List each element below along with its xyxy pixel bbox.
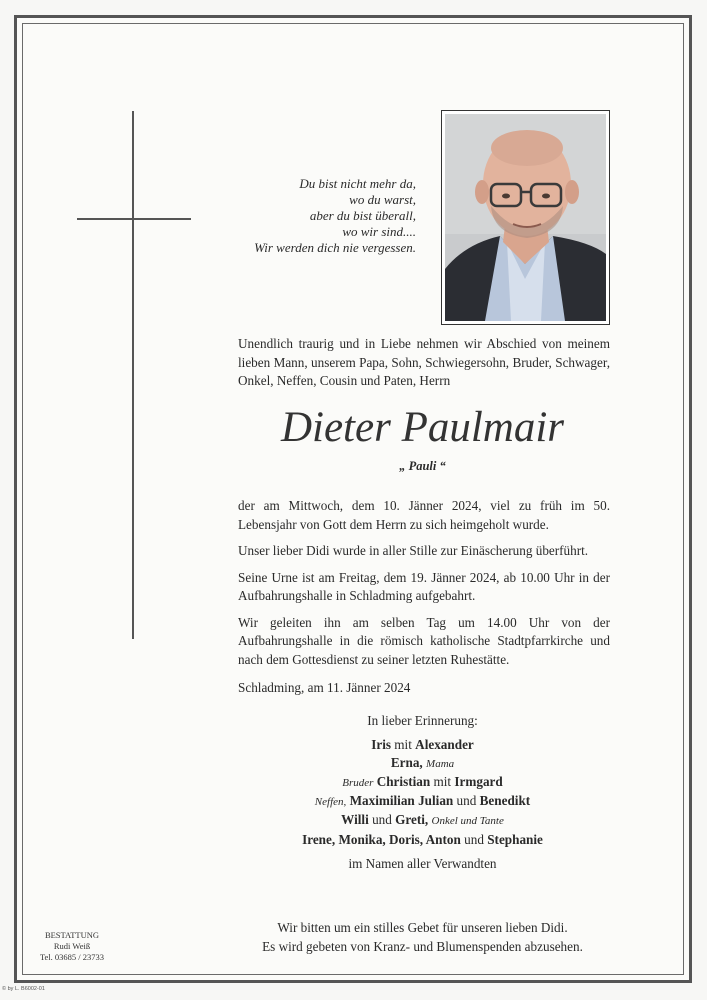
undertaker-info xyxy=(30,930,114,963)
portrait-image xyxy=(445,114,606,321)
mourners-list xyxy=(200,712,645,872)
print-code: © by L. B6002-01 xyxy=(2,986,45,992)
mourner-conj: mit xyxy=(394,737,412,753)
mourner-row xyxy=(200,831,645,848)
mourner-name: Greti, xyxy=(395,812,429,828)
mourner-role: Neffen, xyxy=(314,796,347,809)
poem-line: wo wir sind.... xyxy=(342,224,416,239)
closing-line: Wir bitten um ein stilles Gebet für unseren lieben Didi. xyxy=(277,920,568,935)
undertaker-line: Tel. 03685 / 23733 xyxy=(39,952,105,962)
closing-line: Es wird gebeten von Kranz- und Blumenspenden abzusehen. xyxy=(262,939,583,954)
mourner-name: Iris xyxy=(371,737,391,753)
poem-line: wo du warst, xyxy=(349,192,416,207)
poem xyxy=(226,176,416,256)
mourner-row xyxy=(200,754,645,773)
mourner-conj: und xyxy=(464,831,484,847)
cremation-paragraph: Unser lieber Didi wurde in aller Stille zur Einäscherung überführt. xyxy=(238,543,589,558)
deceased-name: Dieter Paulmair xyxy=(280,404,565,451)
place-date: Schladming, am 11. Jänner 2024 xyxy=(238,680,411,695)
mourner-name: Willi xyxy=(341,812,369,828)
portrait-photo xyxy=(441,110,610,325)
mourner-row xyxy=(200,736,645,753)
mourner-conj: und xyxy=(456,793,477,809)
poem-line: Du bist nicht mehr da, xyxy=(299,176,416,191)
deceased-nickname: „ Pauli “ xyxy=(399,459,446,473)
mourners-heading: In lieber Erinnerung: xyxy=(367,713,478,728)
poem-line: aber du bist überall, xyxy=(309,208,416,223)
mourner-name: Stephanie xyxy=(487,831,543,847)
death-date-paragraph: der am Mittwoch, dem 10. Jänner 2024, viel zu früh im 50. Lebensjahr von Gott dem Herrn zu sich heimgeholt wurde. xyxy=(238,498,610,532)
mourner-name: Maximilian Julian xyxy=(349,793,454,809)
mourner-role: Bruder xyxy=(342,776,374,789)
cross-icon-horizontal xyxy=(77,218,191,220)
mourner-name: Alexander xyxy=(415,737,474,753)
undertaker-line: Rudi Weiß xyxy=(53,941,91,951)
poem-line: Wir werden dich nie vergessen. xyxy=(254,240,416,255)
undertaker-line: BESTATTUNG xyxy=(44,930,100,940)
mourner-row xyxy=(200,773,645,792)
mourner-conj: mit xyxy=(433,773,452,789)
intro-text: Unendlich traurig und in Liebe nehmen wir Abschied von meinem lieben Mann, unserem Papa, Sohn, Schwiegersohn, Bruder, Schwager, Onkel, Neffen, Cousin und Paten, Herrn xyxy=(238,336,610,388)
cross-icon-vertical xyxy=(132,111,134,639)
mourner-name: Irene, Monika, Doris, Anton xyxy=(302,831,461,847)
announcement-body xyxy=(238,497,610,706)
urn-paragraph: Seine Urne ist am Freitag, dem 19. Jänner 2024, ab 10.00 Uhr in der Aufbahrungshalle in Schladming aufgebahrt. xyxy=(238,569,610,603)
mourner-row xyxy=(200,792,645,811)
mourner-row xyxy=(200,811,645,830)
closing-text xyxy=(200,918,645,956)
funeral-paragraph: Wir geleiten ihn am selben Tag um 14.00 Uhr von der Aufbahrungshalle in die römisch katholische Stadtpfarrkirche und nach dem Gottesdienst zu seiner letzten Ruhestätte. xyxy=(238,614,610,667)
mourner-conj: und xyxy=(372,812,392,828)
mourner-name: Benedikt xyxy=(479,793,531,809)
mourner-name: Erna, xyxy=(390,754,423,770)
mourner-name: Christian xyxy=(376,773,431,789)
mourner-role: Mama xyxy=(426,757,455,770)
mourners-footer: im Namen aller Verwandten xyxy=(348,856,497,872)
mourner-role: Onkel und Tante xyxy=(431,815,504,828)
mourner-name: Irmgard xyxy=(454,773,503,789)
